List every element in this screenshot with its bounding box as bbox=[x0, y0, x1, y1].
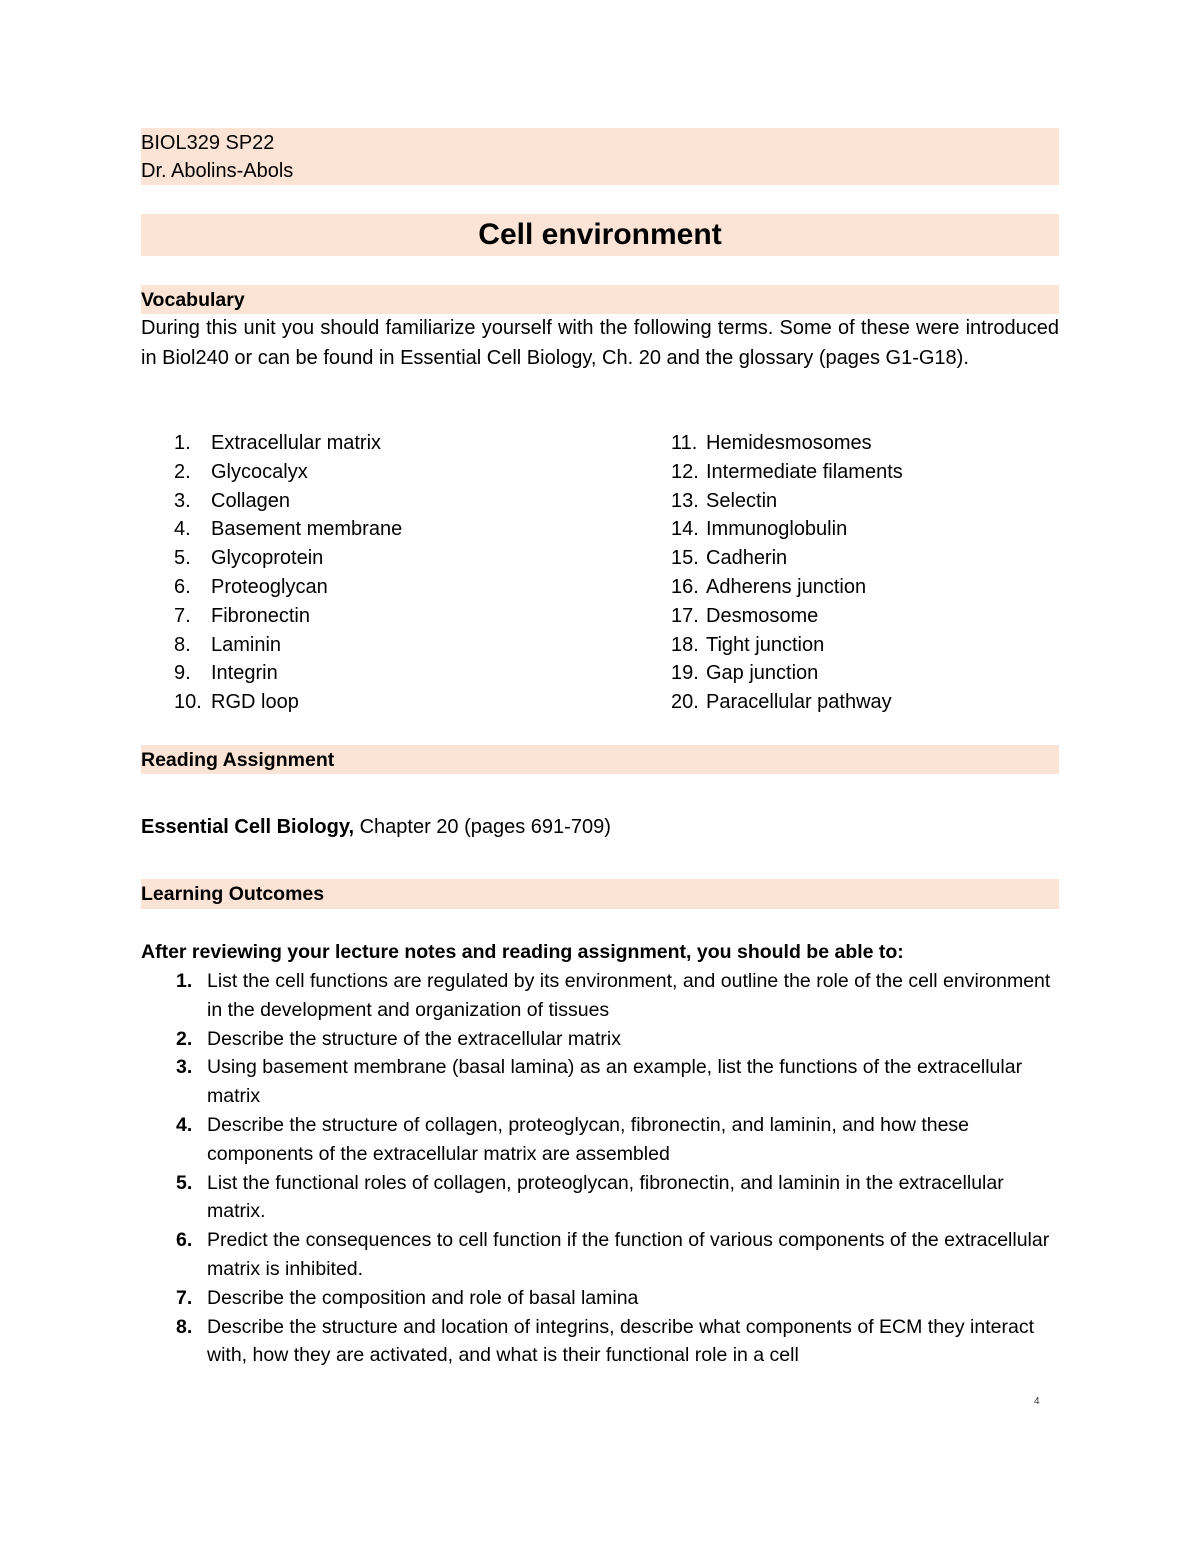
reading-heading: Reading Assignment bbox=[141, 749, 335, 771]
list-item bbox=[176, 1313, 1066, 1371]
item-number: 19. bbox=[671, 662, 699, 685]
vocab-term: Desmosome bbox=[706, 604, 819, 627]
item-number: 1. bbox=[174, 432, 191, 454]
vocabulary-list-right bbox=[671, 429, 903, 717]
list-item bbox=[671, 487, 903, 516]
item-number: 17. bbox=[671, 604, 699, 627]
list-item bbox=[174, 429, 402, 458]
list-item bbox=[174, 487, 402, 516]
list-item bbox=[174, 515, 402, 544]
item-number: 6. bbox=[174, 575, 191, 598]
vocab-term: Adherens junction bbox=[706, 575, 867, 598]
item-number: 14. bbox=[671, 518, 699, 541]
vocab-term: Collagen bbox=[211, 489, 290, 512]
list-item bbox=[174, 602, 402, 631]
list-item bbox=[671, 688, 903, 717]
vocab-term: Extracellular matrix bbox=[211, 432, 382, 454]
course-code: BIOL329 SP22 bbox=[141, 132, 275, 154]
item-number: 5. bbox=[174, 547, 191, 570]
vocabulary-list-left bbox=[174, 429, 402, 717]
vocab-term: Basement membrane bbox=[211, 518, 403, 541]
item-number: 5. bbox=[176, 1171, 193, 1194]
list-item bbox=[671, 631, 903, 660]
outcome-text: Predict the consequences to cell function if the function of various components of the extracellular matrix is inhibited. bbox=[207, 1229, 1050, 1280]
vocab-term: Tight junction bbox=[706, 633, 825, 656]
list-item bbox=[176, 1226, 1066, 1284]
list-item bbox=[671, 544, 903, 573]
vocab-term: Hemidesmosomes bbox=[706, 432, 872, 454]
item-number: 11. bbox=[671, 432, 698, 454]
list-item bbox=[671, 573, 903, 602]
vocab-term: Integrin bbox=[211, 662, 278, 685]
list-item bbox=[174, 544, 402, 573]
outcome-text: Describe the structure of collagen, proteoglycan, fibronectin, and laminin, and how these components of the extracellular matrix are assembled bbox=[207, 1113, 970, 1165]
outcome-text: List the cell functions are regulated by its environment, and outline the role of the cell environment in the development and organization of tissues bbox=[207, 970, 1051, 1021]
vocab-term: Glycoprotein bbox=[211, 547, 324, 570]
item-number: 9. bbox=[174, 662, 191, 685]
item-number: 2. bbox=[174, 460, 191, 483]
item-number: 10. bbox=[174, 691, 202, 714]
vocab-term: Fibronectin bbox=[211, 604, 310, 627]
item-number: 3. bbox=[174, 489, 191, 512]
page-title: Cell environment bbox=[478, 218, 722, 251]
outcome-text: List the functional roles of collagen, proteoglycan, fibronectin, and laminin in the extracellular matrix. bbox=[207, 1171, 1004, 1223]
list-item bbox=[174, 688, 402, 717]
list-item bbox=[671, 659, 903, 688]
outcome-text: Using basement membrane (basal lamina) as an example, list the functions of the extracellular matrix bbox=[207, 1056, 1023, 1108]
list-item bbox=[671, 602, 903, 631]
vocab-term: Proteoglycan bbox=[211, 575, 328, 598]
vocabulary-intro: During this unit you should familiarize yourself with the following terms. Some of these were introduced in Biol240 or can be found in Essential Cell Biology, Ch. 20 and the glossary (pages G1-G18). bbox=[141, 317, 1059, 369]
book-title: Essential Cell Biology, bbox=[141, 816, 355, 838]
reading-details: Chapter 20 (pages 691-709) bbox=[354, 816, 611, 838]
item-number: 7. bbox=[176, 1286, 193, 1309]
list-item bbox=[176, 1053, 1066, 1111]
vocab-term: Immunoglobulin bbox=[706, 518, 848, 541]
vocab-term: Selectin bbox=[706, 489, 778, 512]
reading-assignment bbox=[141, 812, 611, 842]
item-number: 18. bbox=[671, 633, 699, 656]
vocabulary-heading-band bbox=[141, 285, 1059, 314]
list-item bbox=[671, 458, 903, 487]
outcome-text: Describe the structure and location of integrins, describe what components of ECM they interact with, how they are activated, and what is their functional role in a cell bbox=[207, 1315, 1034, 1367]
list-item bbox=[176, 967, 1066, 1025]
list-item bbox=[174, 573, 402, 602]
list-item bbox=[671, 429, 903, 458]
item-number: 1. bbox=[176, 970, 193, 992]
vocab-term: Paracellular pathway bbox=[706, 691, 892, 714]
list-item bbox=[174, 631, 402, 660]
outcome-text: Describe the structure of the extracellular matrix bbox=[207, 1027, 621, 1050]
vocabulary-heading: Vocabulary bbox=[141, 289, 245, 311]
vocab-term: Glycocalyx bbox=[211, 460, 308, 483]
vocab-term: Gap junction bbox=[706, 662, 819, 685]
page-number: 4 bbox=[1034, 1396, 1040, 1407]
list-item bbox=[176, 1111, 1066, 1169]
instructor-name: Dr. Abolins-Abols bbox=[141, 160, 294, 182]
item-number: 3. bbox=[176, 1056, 193, 1079]
vocab-term: Intermediate filaments bbox=[706, 460, 903, 483]
list-item bbox=[174, 659, 402, 688]
item-number: 4. bbox=[174, 518, 191, 541]
vocab-term: Cadherin bbox=[706, 547, 788, 570]
vocab-term: RGD loop bbox=[211, 691, 299, 714]
learning-heading: Learning Outcomes bbox=[141, 883, 325, 905]
outcome-text: Describe the composition and role of basal lamina bbox=[207, 1286, 639, 1309]
list-item bbox=[671, 515, 903, 544]
list-item bbox=[176, 1169, 1066, 1227]
item-number: 15. bbox=[671, 547, 699, 570]
vocab-term: Laminin bbox=[211, 633, 282, 656]
item-number: 8. bbox=[174, 633, 191, 656]
item-number: 12. bbox=[671, 460, 699, 483]
item-number: 2. bbox=[176, 1027, 193, 1050]
item-number: 6. bbox=[176, 1229, 193, 1252]
item-number: 16. bbox=[671, 575, 699, 598]
item-number: 8. bbox=[176, 1315, 193, 1338]
list-item bbox=[176, 1025, 1066, 1054]
item-number: 13. bbox=[671, 489, 699, 512]
list-item bbox=[174, 458, 402, 487]
item-number: 4. bbox=[176, 1113, 193, 1136]
item-number: 20. bbox=[671, 691, 699, 714]
learning-outcomes-list bbox=[176, 967, 1066, 1370]
item-number: 7. bbox=[174, 604, 191, 627]
list-item bbox=[176, 1284, 1066, 1313]
learning-intro: After reviewing your lecture notes and reading assignment, you should be able to: bbox=[141, 941, 904, 963]
